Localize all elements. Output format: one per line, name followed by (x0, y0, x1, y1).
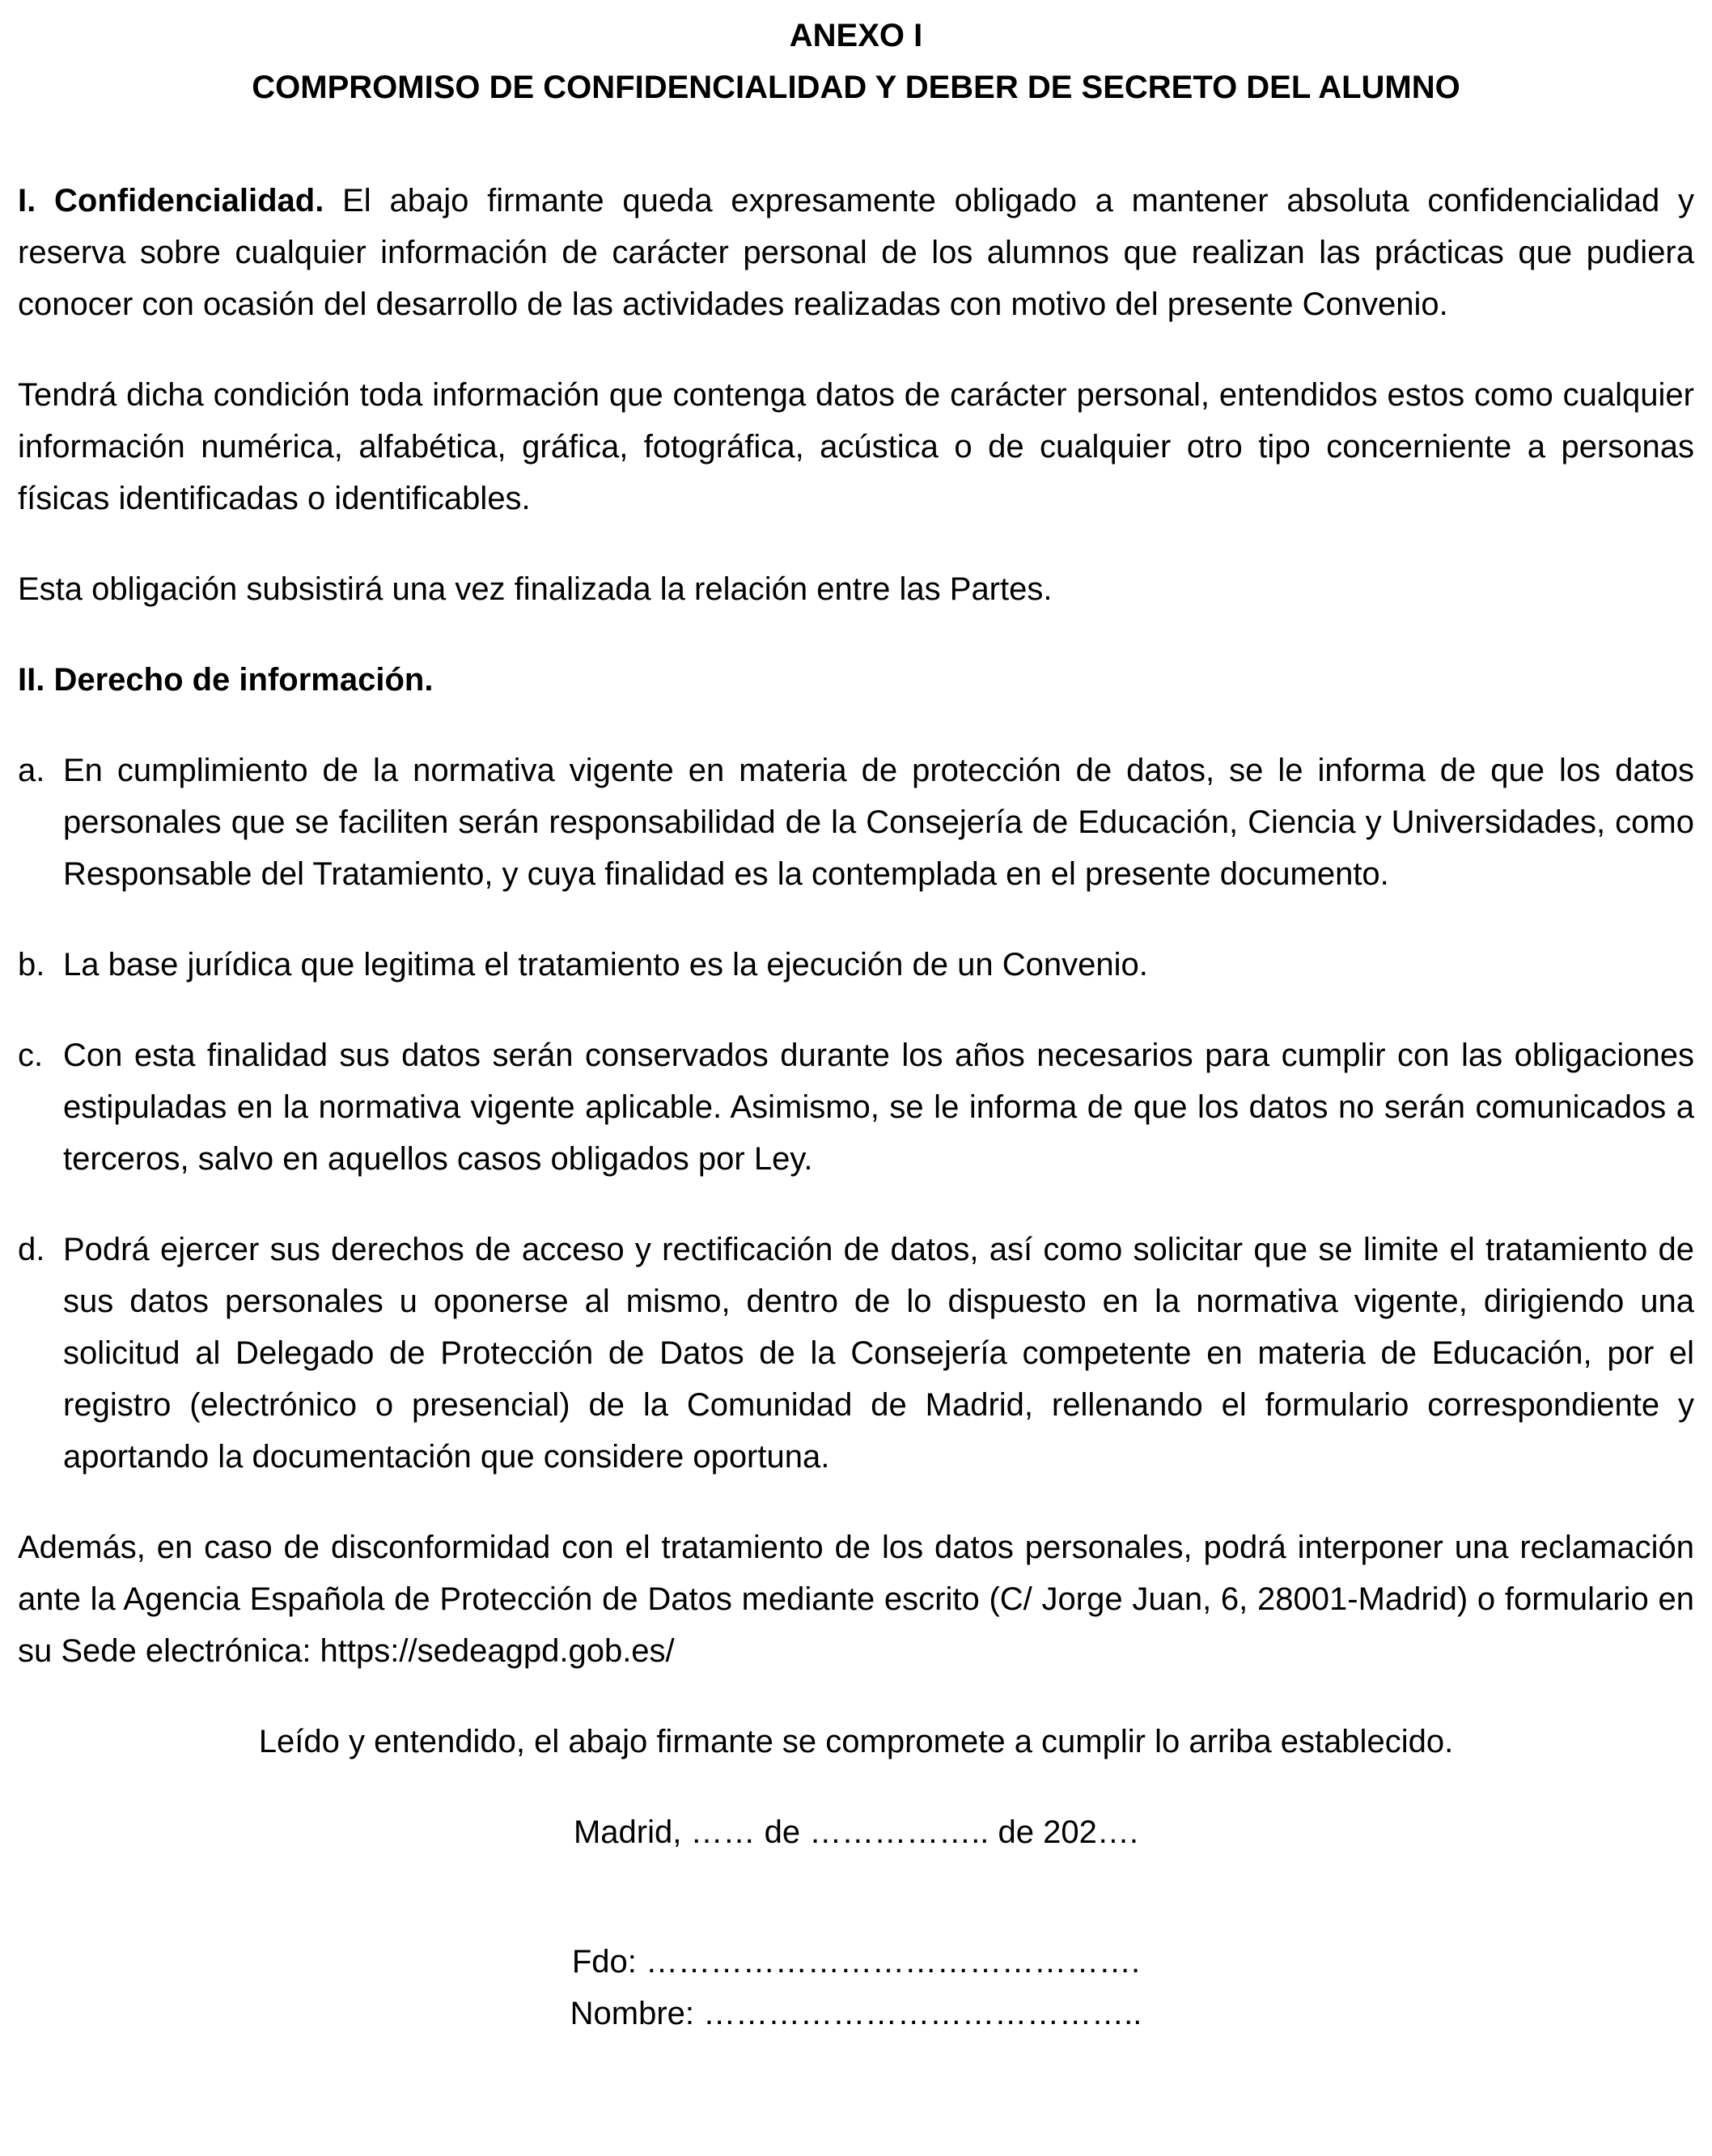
section-1-text: El abajo firmante queda expresamente obligado a mantener absoluta confidencialidad y reserva sobre cualquier información de carácter personal de los alumnos que realizan las prácticas que pudiera conocer con ocasión del desarrollo de las actividades realizadas con motivo del presente Convenio. (18, 183, 1695, 322)
paragraph-confidencialidad (18, 175, 1694, 330)
paragraph-obligacion-subsistira: Esta obligación subsistirá una vez finalizada la relación entre las Partes. (18, 571, 1053, 607)
list-item-d (18, 1224, 1694, 1483)
paragraph-datos-personales: Tendrá dicha condición toda información que contenga datos de carácter personal, entendidos estos como cualquier información numérica, alfabética, gráfica, fotográfica, acústica o de cualquier otro tipo concerniente a personas físicas identificadas o identificables. (18, 377, 1694, 516)
list-text-c: Con esta finalidad sus datos serán conservados durante los años necesarios para cumplir con las obligaciones estipuladas en la normativa vigente aplicable. Asimismo, se le informa de que los datos no serán comunicados a terceros, salvo en aquellos casos obligados por Ley. (63, 1038, 1694, 1177)
section-1-heading-inline: I. Confidencialidad. (18, 183, 324, 219)
list-text-d: Podrá ejercer sus derechos de acceso y rectificación de datos, así como solicitar que se limite el tratamiento de sus datos personales u oponerse al mismo, dentro de lo dispuesto en la normativa vigente, dirigiendo una solicitud al Delegado de Protección de Datos de la Consejería competente en materia de Educación, por el registro (electrónico o presencial) de la Comunidad de Madrid, rellenando el formulario correspondiente y aportando la documentación que considere oportuna. (63, 1232, 1694, 1475)
document-title: COMPROMISO DE CONFIDENCIALIDAD Y DEBER DE SECRETO DEL ALUMNO (252, 70, 1460, 105)
section-2-heading: II. Derecho de información. (18, 662, 434, 698)
name-line: Nombre: ………………………………….. (570, 1996, 1142, 2031)
list-marker-d: d. (18, 1232, 45, 1267)
list-text-b: La base jurídica que legitima el tratamiento es la ejecución de un Convenio. (63, 947, 1148, 983)
signature-line: Fdo: ………………………………………. (571, 1944, 1141, 1980)
list-item-a (18, 745, 1694, 900)
paragraph-reclamacion-agpd: Además, en caso de disconformidad con el tratamiento de los datos personales, podrá interponer una reclamación ante la Agencia Española de Protección de Datos mediante escrito (C/ Jorge Juan, 6, 28001-Madrid) o formulario en su Sede electrónica: https://sedeagpd.gob.es/ (18, 1530, 1694, 1669)
list-marker-c: c. (18, 1038, 44, 1073)
date-line: Madrid, …… de …………….. de 202…. (573, 1814, 1138, 1850)
list-marker-b: b. (18, 947, 45, 983)
list-marker-a: a. (18, 753, 45, 788)
title-block (18, 10, 1694, 113)
annex-title: ANEXO I (789, 18, 923, 53)
list-text-a: En cumplimiento de la normativa vigente en materia de protección de datos, se le informa de que los datos personales que se faciliten serán responsabilidad de la Consejería de Educación, Ciencia y Universidades, como Responsable del Tratamiento, y cuya finalidad es la contemplada en el presente documento. (63, 753, 1694, 892)
closing-statement: Leído y entendido, el abajo firmante se compromete a cumplir lo arriba establecido. (258, 1724, 1454, 1759)
list-item-b (18, 939, 1694, 991)
list-item-c (18, 1029, 1694, 1185)
